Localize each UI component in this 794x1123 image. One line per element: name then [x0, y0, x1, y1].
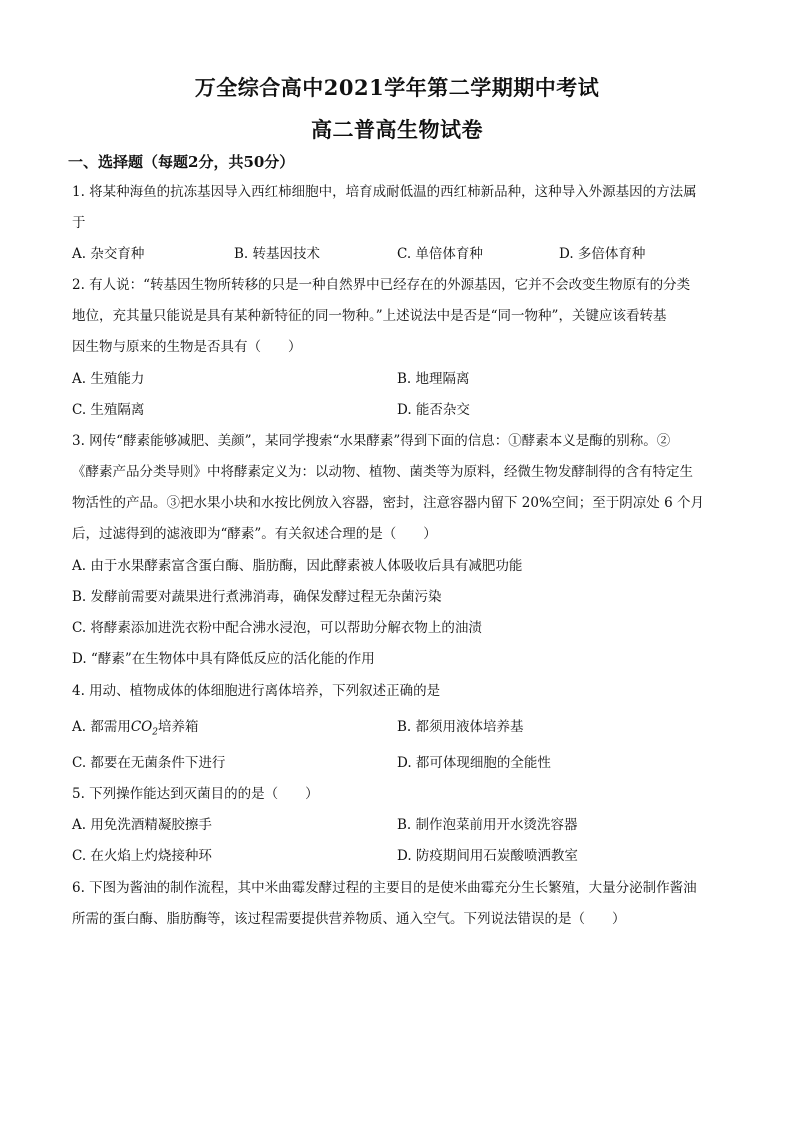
- q1-stem-line: 于: [72, 215, 86, 231]
- q1-stem-line: 1. 将某种海鱼的抗冻基因导入西红柿细胞中，培育成耐低温的西红柿新品种，这种导入外源基因的方法属: [72, 184, 697, 200]
- q3-option-d: D. “酵素”在生物体中具有降低反应的活化能的作用: [72, 651, 375, 667]
- q2-stem-line: 因生物与原来的生物是否具有（ ）: [72, 339, 302, 355]
- q4-option-a-suffix: 培养箱: [157, 719, 199, 735]
- section-heading: 一、选择题（每题2分，共50分）: [68, 153, 295, 171]
- q1-option-d: D. 多倍体育种: [559, 246, 646, 262]
- q4-stem-line: 4. 用动、植物成体的体细胞进行离体培养，下列叙述正确的是: [72, 683, 441, 699]
- co2-formula-subscript: 2: [152, 727, 158, 738]
- q3-stem-line: 后，过滤得到的滤液即为“酵素”。有关叙述合理的是（ ）: [72, 526, 437, 542]
- q6-stem-line: 6. 下图为酱油的制作流程，其中米曲霉发酵过程的主要目的是使米曲霉充分生长繁殖，大量分泌制作酱油: [72, 880, 697, 896]
- q4-option-c: C. 都要在无菌条件下进行: [72, 755, 226, 771]
- q4-option-b: B. 都须用液体培养基: [397, 719, 524, 735]
- q3-stem-line: 《酵素产品分类导则》中将酵素定义为：以动物、植物、菌类等为原料，经微生物发酵制得的含有特定生: [72, 464, 693, 480]
- q5-option-b: B. 制作泡菜前用开水烫洗容器: [397, 817, 578, 833]
- co2-formula-base: CO: [130, 719, 153, 735]
- q4-option-a: [72, 718, 198, 742]
- q6-stem-line: 所需的蛋白酶、脂肪酶等，该过程需要提供营养物质、通入空气。下列说法错误的是（ ）: [72, 911, 626, 927]
- q2-stem-line: 2. 有人说：“转基因生物所转移的只是一种自然界中已经存在的外源基因，它并不会改变生物原有的分类: [72, 277, 691, 293]
- exam-title: 万全综合高中2021学年第二学期期中考试: [194, 75, 600, 100]
- q3-option-b: B. 发酵前需要对蔬果进行煮沸消毒，确保发酵过程无杂菌污染: [72, 589, 442, 605]
- q5-stem-line: 5. 下列操作能达到灭菌目的的是（ ）: [72, 786, 319, 802]
- q2-stem-line: 地位，充其量只能说是具有某种新特征的同一物种。”上述说法中是否是“同一物种”，关键应该看转基: [72, 308, 667, 324]
- q5-option-d: D. 防疫期间用石炭酸喷洒教室: [397, 848, 578, 864]
- q2-option-a: A. 生殖能力: [72, 371, 145, 387]
- co2-formula: [130, 719, 158, 738]
- q4-option-a-prefix: A. 都需用: [72, 719, 131, 735]
- exam-subtitle: 高二普高生物试卷: [311, 117, 483, 142]
- q2-option-b: B. 地理隔离: [397, 371, 470, 387]
- q5-option-a: A. 用免洗酒精凝胶擦手: [72, 817, 212, 833]
- q2-option-c: C. 生殖隔离: [72, 402, 145, 418]
- q2-option-d: D. 能否杂交: [397, 402, 470, 418]
- q5-option-c: C. 在火焰上灼烧接种环: [72, 848, 212, 864]
- q1-option-b: B. 转基因技术: [234, 246, 321, 262]
- q4-option-d: D. 都可体现细胞的全能性: [397, 755, 551, 771]
- q3-stem-line: 3. 网传“酵素能够减肥、美颜”，某同学搜索“水果酵素”得到下面的信息：①酵素本义是酶的别称。②: [72, 433, 671, 449]
- q1-option-c: C. 单倍体育种: [397, 246, 483, 262]
- q1-option-a: A. 杂交育种: [72, 246, 145, 262]
- q3-option-a: A. 由于水果酵素富含蛋白酶、脂肪酶，因此酵素被人体吸收后具有减肥功能: [72, 558, 523, 574]
- q3-stem-line: 物活性的产品。③把水果小块和水按比例放入容器，密封，注意容器内留下 20%空间；至于阴凉处 6 个月: [72, 495, 704, 511]
- q3-option-c: C. 将酵素添加进洗衣粉中配合沸水浸泡，可以帮助分解衣物上的油渍: [72, 620, 482, 636]
